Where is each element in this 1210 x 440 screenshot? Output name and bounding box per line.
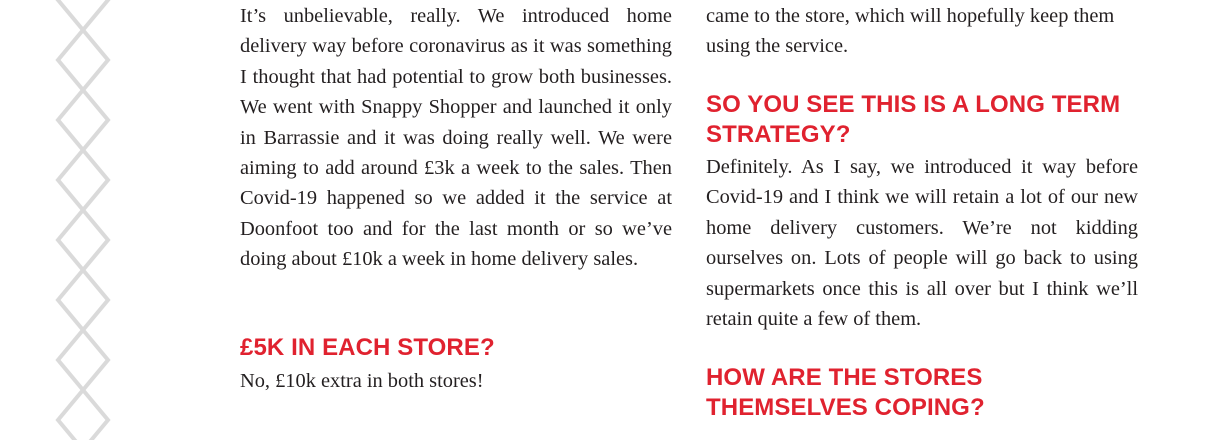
- answer-paragraph-retain: Definitely. As I say, we introduced it way before Covid-19 and I think we will retain a lot of our new home delivery customers. We’re not kidding ourselves on. Lots of people will go back to using supermarkets once this is all over but I think we’ll retain quite a few of them.: [706, 156, 1138, 331]
- question-heading-long-term: SO YOU SEE THIS IS A LONG TERM STRATEGY?: [706, 91, 1121, 148]
- question-heading-5k: £5K IN EACH STORE?: [240, 334, 495, 361]
- diamond-chain-decoration: [48, 0, 118, 440]
- answer-paragraph-10k: No, £10k extra in both stores!: [240, 370, 484, 392]
- question-heading-coping: HOW ARE THE STORES THEMSELVES COPING?: [706, 364, 985, 421]
- answer-paragraph-delivery: It’s unbelievable, really. We introduced home delivery way before coronavirus as it was something I thought that had potential to grow both businesses. We went with Snappy Shopper and launched it only in Barrassie and it was doing really well. We were aiming to add around £3k a week to the sales. Then Covid-19 happened so we added it the service at Doonfoot too and for the last month or so we’ve doing about £10k a week in home delivery sales.: [240, 5, 672, 271]
- answer-paragraph-continued: came to the store, which will hopefully keep them using the service.: [706, 5, 1115, 58]
